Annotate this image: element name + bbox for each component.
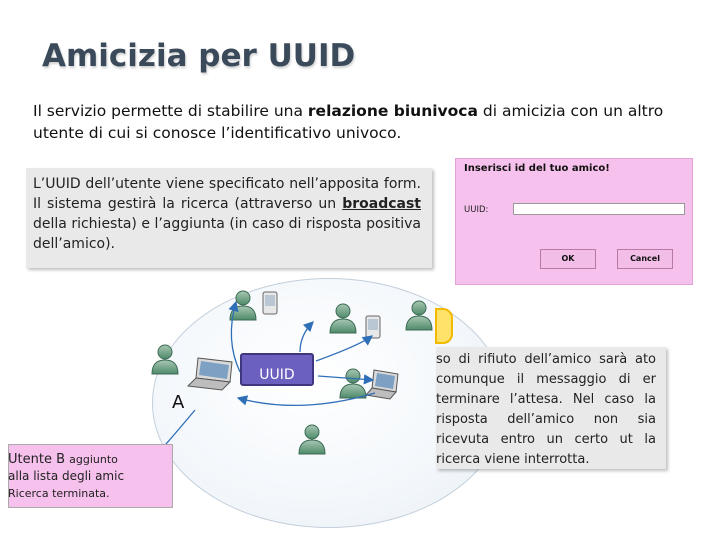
uuid-label: UUID: — [464, 205, 489, 215]
status-added-text: aggiunto — [69, 453, 118, 466]
cancel-button[interactable]: Cancel — [617, 249, 673, 269]
status-line-2: alla lista degli amic — [8, 469, 125, 483]
user-icon — [230, 291, 256, 320]
slide-title: Amicizia per UUID — [42, 38, 356, 74]
intro-text-start: Il servizio permette di stabilire una — [33, 102, 308, 120]
intro-text-end: di amicizia con un altro utente di cui si conosce l’identificativo univoco. — [33, 102, 664, 142]
request-arrow — [316, 336, 372, 361]
refusal-text: so di rifiuto dell’amico sarà ato comunque il messaggio di er terminare l’attesa. Nel caso la risposta dell’amico non sia ricevuta entro un certo ut la ricerca viene interrotta. — [436, 352, 656, 467]
intro-bold-text: relazione biunivoca — [307, 102, 478, 120]
uuid-badge: UUID — [240, 353, 314, 386]
status-line-3: Ricerca terminata. — [8, 487, 110, 500]
request-arrow — [318, 376, 373, 380]
callout-tab — [435, 308, 453, 344]
user-icon — [299, 425, 325, 454]
laptop-icon — [188, 358, 232, 390]
description-text-end: della richiesta) e l’aggiunta (in caso di risposta positiva dell’amico). — [33, 216, 421, 252]
user-icon — [330, 304, 356, 333]
status-user-text: Utente B — [8, 452, 70, 467]
user-icon — [406, 301, 432, 330]
form-title: Inserisci id del tuo amico! — [464, 163, 610, 174]
broadcast-term: broadcast — [342, 196, 421, 212]
pda-device-icon — [366, 316, 380, 338]
ok-button[interactable]: OK — [540, 249, 596, 269]
user-icon — [340, 369, 366, 398]
user-icon — [152, 345, 178, 374]
node-a-label: A — [172, 392, 185, 413]
pda-device-icon — [263, 292, 277, 314]
status-line-1 — [8, 452, 118, 467]
description-text-start: L’UUID dell’utente viene specificato nell’apposita form. Il sistema gestirà la ricerca (attraverso un — [33, 176, 421, 212]
request-arrow — [300, 322, 313, 352]
